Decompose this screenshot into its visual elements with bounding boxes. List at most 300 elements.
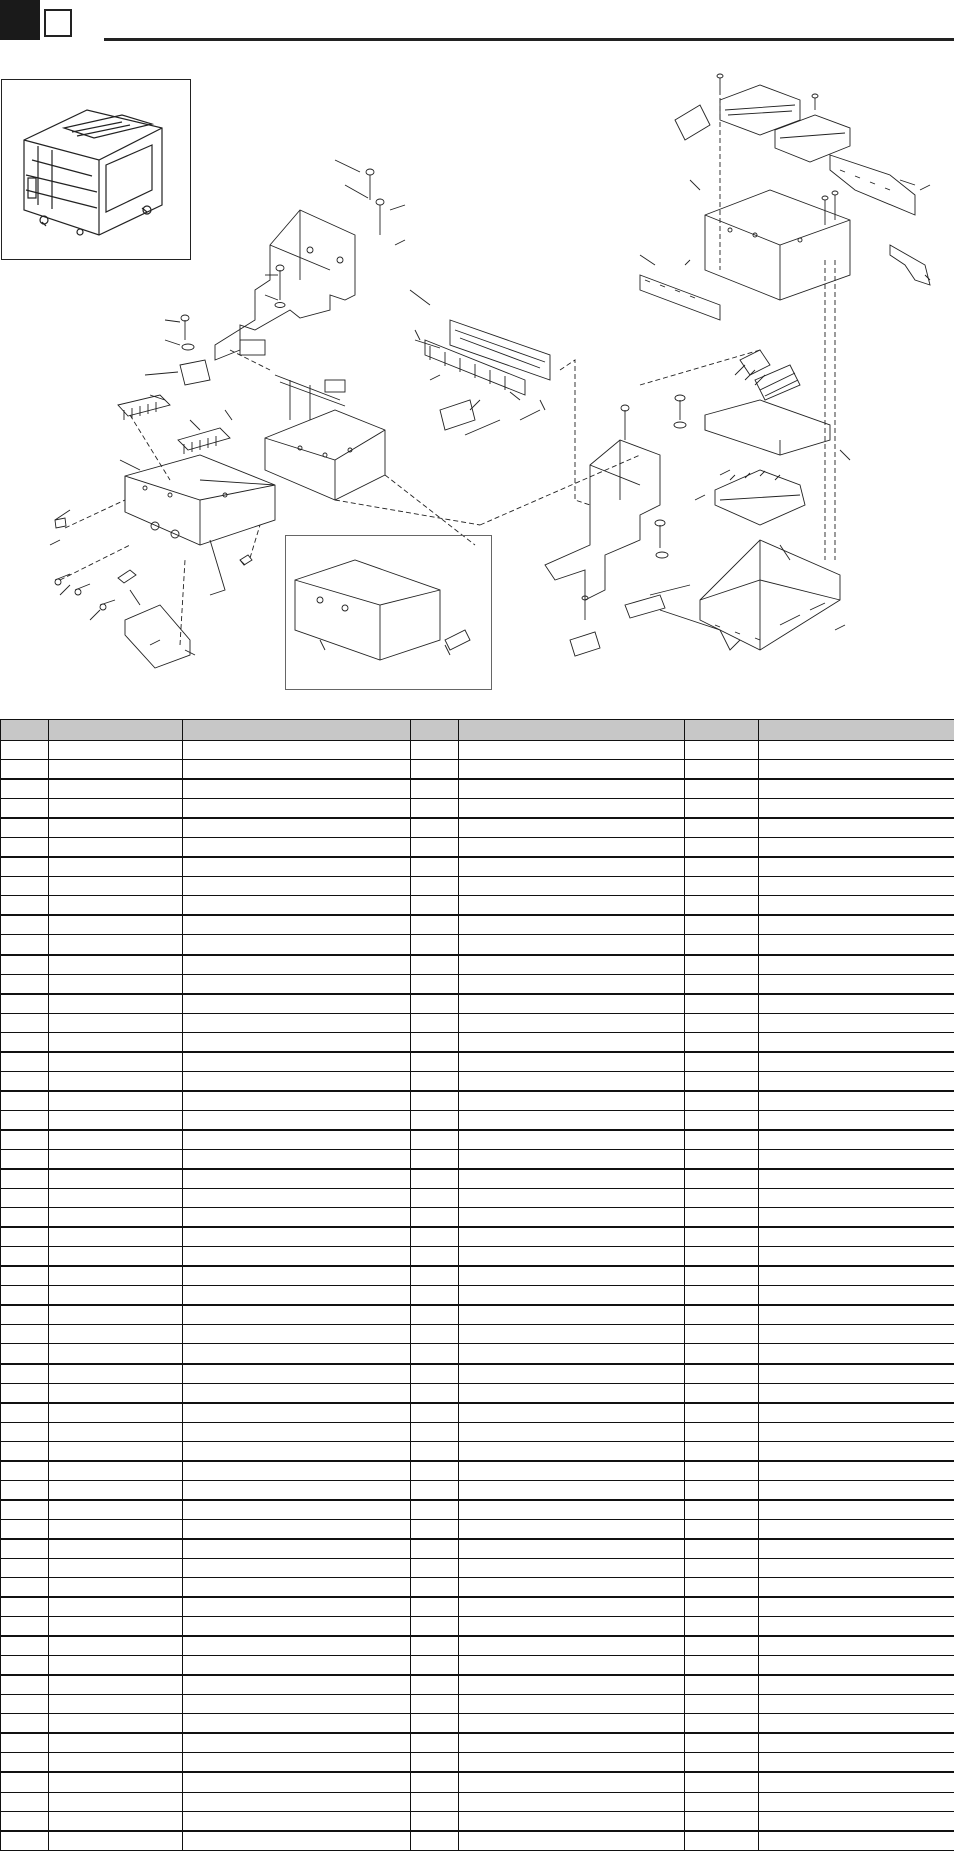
table-row <box>1 1227 954 1247</box>
table-cell <box>759 994 954 1014</box>
table-cell <box>411 1383 459 1403</box>
table-cell <box>183 1480 411 1500</box>
table-cell <box>459 1403 685 1423</box>
table-cell <box>183 915 411 935</box>
table-cell <box>1 799 49 819</box>
table-cell <box>183 1286 411 1306</box>
table-cell <box>1 1714 49 1734</box>
table-cell <box>459 838 685 858</box>
table-row <box>1 1578 954 1598</box>
section-marker <box>0 0 40 40</box>
table-cell <box>411 1441 459 1461</box>
table-row <box>1 1149 954 1169</box>
table-cell <box>685 994 759 1014</box>
table-cell <box>411 1792 459 1811</box>
table-cell <box>685 1656 759 1676</box>
table-cell <box>183 1714 411 1734</box>
table-row <box>1 838 954 858</box>
table-cell <box>459 1441 685 1461</box>
table-cell <box>1 1344 49 1364</box>
table-row <box>1 935 954 955</box>
table-cell <box>759 1772 954 1792</box>
table-cell <box>1 1091 49 1111</box>
table-cell <box>411 1733 459 1753</box>
table-cell <box>411 1169 459 1189</box>
table-cell <box>759 741 954 760</box>
table-cell <box>459 818 685 838</box>
table-cell <box>685 1695 759 1714</box>
table-cell <box>459 1733 685 1753</box>
table-cell <box>459 1013 685 1032</box>
table-cell <box>459 915 685 935</box>
table-cell <box>759 1071 954 1091</box>
table-cell <box>759 1636 954 1656</box>
table-cell <box>411 857 459 877</box>
table-cell <box>411 974 459 994</box>
table-row <box>1 1519 954 1539</box>
table-cell <box>685 1169 759 1189</box>
table-cell <box>459 1422 685 1441</box>
table-cell <box>759 1208 954 1228</box>
table-cell <box>183 1403 411 1423</box>
table-cell <box>685 1383 759 1403</box>
table-cell <box>459 1831 685 1851</box>
table-cell <box>411 1597 459 1617</box>
table-cell <box>183 935 411 955</box>
table-cell <box>759 857 954 877</box>
table-cell <box>459 1169 685 1189</box>
table-cell <box>411 1558 459 1577</box>
table-cell <box>759 1480 954 1500</box>
column-header <box>1 720 49 741</box>
table-cell <box>49 1578 183 1598</box>
table-cell <box>685 1714 759 1734</box>
table-cell <box>685 1189 759 1208</box>
table-cell <box>459 1695 685 1714</box>
table-cell <box>183 1792 411 1811</box>
table-cell <box>759 1110 954 1130</box>
table-cell <box>459 1286 685 1306</box>
parts-table-body <box>1 741 954 1851</box>
table-cell <box>759 1733 954 1753</box>
table-cell <box>183 857 411 877</box>
table-cell <box>1 1110 49 1130</box>
table-cell <box>183 1695 411 1714</box>
table-cell <box>183 974 411 994</box>
table-cell <box>685 799 759 819</box>
table-cell <box>183 1189 411 1208</box>
table-cell <box>459 1383 685 1403</box>
table-cell <box>459 1305 685 1325</box>
table-cell <box>411 1032 459 1052</box>
table-cell <box>49 1208 183 1228</box>
table-cell <box>49 1286 183 1306</box>
table-cell <box>411 1247 459 1267</box>
table-cell <box>411 1091 459 1111</box>
table-cell <box>685 1480 759 1500</box>
table-row <box>1 1052 954 1072</box>
table-cell <box>759 1539 954 1559</box>
table-cell <box>459 1558 685 1577</box>
table-row <box>1 1247 954 1267</box>
table-cell <box>1 1052 49 1072</box>
table-cell <box>459 1071 685 1091</box>
table-cell <box>49 1189 183 1208</box>
table-cell <box>411 779 459 799</box>
table-cell <box>411 1403 459 1423</box>
table-cell <box>759 1422 954 1441</box>
table-header-row <box>1 720 954 741</box>
table-cell <box>183 1617 411 1637</box>
table-row <box>1 857 954 877</box>
table-cell <box>759 1013 954 1032</box>
table-row <box>1 818 954 838</box>
table-cell <box>1 1266 49 1286</box>
column-header <box>685 720 759 741</box>
table-cell <box>183 877 411 896</box>
table-cell <box>459 1344 685 1364</box>
table-row <box>1 1344 954 1364</box>
table-cell <box>183 1266 411 1286</box>
table-cell <box>49 1130 183 1150</box>
table-cell <box>1 1500 49 1520</box>
table-cell <box>49 1071 183 1091</box>
table-cell <box>1 838 49 858</box>
table-cell <box>685 1558 759 1577</box>
table-cell <box>459 1480 685 1500</box>
table-cell <box>183 1636 411 1656</box>
table-cell <box>49 935 183 955</box>
table-cell <box>49 1091 183 1111</box>
table-cell <box>1 1578 49 1598</box>
table-cell <box>49 1831 183 1851</box>
table-cell <box>183 779 411 799</box>
table-cell <box>459 1617 685 1637</box>
table-cell <box>759 1149 954 1169</box>
table-cell <box>183 1578 411 1598</box>
table-cell <box>1 1772 49 1792</box>
table-cell <box>1 1617 49 1637</box>
table-cell <box>459 1052 685 1072</box>
table-row <box>1 1733 954 1753</box>
table-row <box>1 877 954 896</box>
table-cell <box>1 1403 49 1423</box>
table-row <box>1 1189 954 1208</box>
column-header <box>459 720 685 741</box>
table-cell <box>411 1286 459 1306</box>
table-cell <box>685 1636 759 1656</box>
table-cell <box>459 1130 685 1150</box>
table-cell <box>685 760 759 780</box>
table-row <box>1 1675 954 1695</box>
table-cell <box>459 1714 685 1734</box>
table-cell <box>183 1305 411 1325</box>
table-row <box>1 741 954 760</box>
table-row <box>1 1441 954 1461</box>
table-cell <box>1 1286 49 1306</box>
table-cell <box>685 1266 759 1286</box>
table-cell <box>49 1617 183 1637</box>
table-cell <box>685 1149 759 1169</box>
table-cell <box>411 1344 459 1364</box>
table-cell <box>411 1013 459 1032</box>
table-cell <box>411 1052 459 1072</box>
table-cell <box>459 1578 685 1598</box>
table-cell <box>49 779 183 799</box>
table-cell <box>459 1149 685 1169</box>
table-cell <box>1 1247 49 1267</box>
table-row <box>1 1792 954 1811</box>
table-cell <box>759 1695 954 1714</box>
table-cell <box>411 1422 459 1441</box>
table-cell <box>411 818 459 838</box>
column-header <box>759 720 954 741</box>
table-cell <box>411 896 459 916</box>
table-cell <box>459 741 685 760</box>
table-cell <box>49 1403 183 1423</box>
table-row <box>1 1305 954 1325</box>
table-cell <box>685 1539 759 1559</box>
table-row <box>1 779 954 799</box>
table-cell <box>685 857 759 877</box>
table-cell <box>685 1305 759 1325</box>
table-row <box>1 1266 954 1286</box>
table-cell <box>685 955 759 975</box>
table-cell <box>759 1461 954 1481</box>
table-row <box>1 1110 954 1130</box>
table-cell <box>411 1130 459 1150</box>
table-cell <box>1 1189 49 1208</box>
table-cell <box>49 994 183 1014</box>
table-cell <box>411 1617 459 1637</box>
table-cell <box>459 1636 685 1656</box>
page-header <box>0 0 954 40</box>
table-cell <box>1 1149 49 1169</box>
table-cell <box>183 1364 411 1384</box>
table-cell <box>411 1325 459 1344</box>
table-row <box>1 1013 954 1032</box>
table-cell <box>685 818 759 838</box>
table-cell <box>1 1032 49 1052</box>
table-cell <box>685 1792 759 1811</box>
table-cell <box>49 838 183 858</box>
table-cell <box>1 1695 49 1714</box>
table-row <box>1 1461 954 1481</box>
table-cell <box>183 1558 411 1577</box>
table-row <box>1 799 954 819</box>
table-cell <box>685 1422 759 1441</box>
table-cell <box>685 1227 759 1247</box>
table-cell <box>759 955 954 975</box>
table-cell <box>1 1656 49 1676</box>
table-cell <box>411 1811 459 1831</box>
table-cell <box>411 1772 459 1792</box>
table-cell <box>183 1325 411 1344</box>
table-cell <box>49 1383 183 1403</box>
table-cell <box>49 1500 183 1520</box>
table-row <box>1 760 954 780</box>
table-cell <box>49 896 183 916</box>
table-cell <box>459 779 685 799</box>
table-cell <box>759 1247 954 1267</box>
table-cell <box>183 1597 411 1617</box>
table-cell <box>183 1052 411 1072</box>
table-cell <box>411 1675 459 1695</box>
table-cell <box>1 1792 49 1811</box>
table-cell <box>1 1441 49 1461</box>
table-cell <box>49 877 183 896</box>
table-cell <box>49 1305 183 1325</box>
table-cell <box>1 1811 49 1831</box>
table-row <box>1 1403 954 1423</box>
table-cell <box>685 1091 759 1111</box>
table-cell <box>685 741 759 760</box>
table-cell <box>459 1461 685 1481</box>
table-cell <box>685 1617 759 1637</box>
table-cell <box>411 1519 459 1539</box>
table-cell <box>685 1831 759 1851</box>
table-cell <box>685 1286 759 1306</box>
table-row <box>1 1325 954 1344</box>
table-cell <box>183 1091 411 1111</box>
table-cell <box>759 1714 954 1734</box>
table-cell <box>459 974 685 994</box>
table-cell <box>49 1149 183 1169</box>
table-cell <box>759 799 954 819</box>
table-cell <box>685 1013 759 1032</box>
table-cell <box>685 1519 759 1539</box>
table-cell <box>1 1636 49 1656</box>
table-row <box>1 1364 954 1384</box>
table-cell <box>1 1169 49 1189</box>
table-cell <box>411 877 459 896</box>
table-cell <box>183 818 411 838</box>
table-cell <box>759 1169 954 1189</box>
table-cell <box>685 1325 759 1344</box>
table-cell <box>1 1325 49 1344</box>
table-row <box>1 1636 954 1656</box>
table-cell <box>685 1364 759 1384</box>
table-cell <box>1 1539 49 1559</box>
table-cell <box>183 799 411 819</box>
table-cell <box>1 857 49 877</box>
table-cell <box>1 779 49 799</box>
table-cell <box>49 1636 183 1656</box>
table-cell <box>49 1013 183 1032</box>
table-cell <box>685 1597 759 1617</box>
table-cell <box>183 1247 411 1267</box>
table-cell <box>459 877 685 896</box>
table-cell <box>1 1305 49 1325</box>
table-row <box>1 1286 954 1306</box>
table-row <box>1 896 954 916</box>
table-cell <box>183 1539 411 1559</box>
table-cell <box>49 1714 183 1734</box>
table-cell <box>49 760 183 780</box>
table-cell <box>685 1110 759 1130</box>
table-row <box>1 1753 954 1773</box>
table-cell <box>759 974 954 994</box>
table-cell <box>1 1422 49 1441</box>
table-cell <box>1 1227 49 1247</box>
table-cell <box>411 955 459 975</box>
table-cell <box>183 1831 411 1851</box>
table-cell <box>411 1266 459 1286</box>
table-row <box>1 1656 954 1676</box>
table-cell <box>685 1247 759 1267</box>
table-cell <box>759 1091 954 1111</box>
table-cell <box>183 741 411 760</box>
table-cell <box>411 1714 459 1734</box>
column-header <box>411 720 459 741</box>
table-cell <box>685 1441 759 1461</box>
table-cell <box>759 1675 954 1695</box>
table-cell <box>411 1305 459 1325</box>
table-cell <box>759 1656 954 1676</box>
table-cell <box>459 1266 685 1286</box>
table-cell <box>685 877 759 896</box>
table-cell <box>459 1208 685 1228</box>
table-cell <box>1 1733 49 1753</box>
table-cell <box>1 1480 49 1500</box>
table-cell <box>1 1558 49 1577</box>
table-cell <box>459 760 685 780</box>
table-cell <box>183 1422 411 1441</box>
table-cell <box>183 838 411 858</box>
table-row <box>1 1539 954 1559</box>
table-cell <box>459 1597 685 1617</box>
table-cell <box>411 760 459 780</box>
table-cell <box>183 1227 411 1247</box>
table-cell <box>685 1071 759 1091</box>
table-row <box>1 1772 954 1792</box>
table-cell <box>459 1325 685 1344</box>
table-cell <box>759 896 954 916</box>
table-cell <box>685 1772 759 1792</box>
table-row <box>1 1422 954 1441</box>
table-cell <box>1 741 49 760</box>
table-row <box>1 1383 954 1403</box>
table-cell <box>49 857 183 877</box>
table-cell <box>685 1344 759 1364</box>
table-cell <box>183 1500 411 1520</box>
table-cell <box>759 1558 954 1577</box>
table-cell <box>685 1032 759 1052</box>
table-cell <box>49 1032 183 1052</box>
table-cell <box>49 1695 183 1714</box>
table-cell <box>685 1578 759 1598</box>
table-cell <box>685 1208 759 1228</box>
column-header <box>183 720 411 741</box>
table-cell <box>1 955 49 975</box>
table-cell <box>759 760 954 780</box>
table-cell <box>183 760 411 780</box>
table-cell <box>411 1208 459 1228</box>
table-cell <box>759 1227 954 1247</box>
table-cell <box>459 1656 685 1676</box>
table-cell <box>759 1578 954 1598</box>
table-cell <box>49 1792 183 1811</box>
table-cell <box>183 1753 411 1773</box>
table-cell <box>411 935 459 955</box>
table-cell <box>411 994 459 1014</box>
table-cell <box>49 1227 183 1247</box>
table-cell <box>49 1597 183 1617</box>
table-cell <box>459 1500 685 1520</box>
table-cell <box>183 1013 411 1032</box>
table-cell <box>411 799 459 819</box>
table-cell <box>459 994 685 1014</box>
